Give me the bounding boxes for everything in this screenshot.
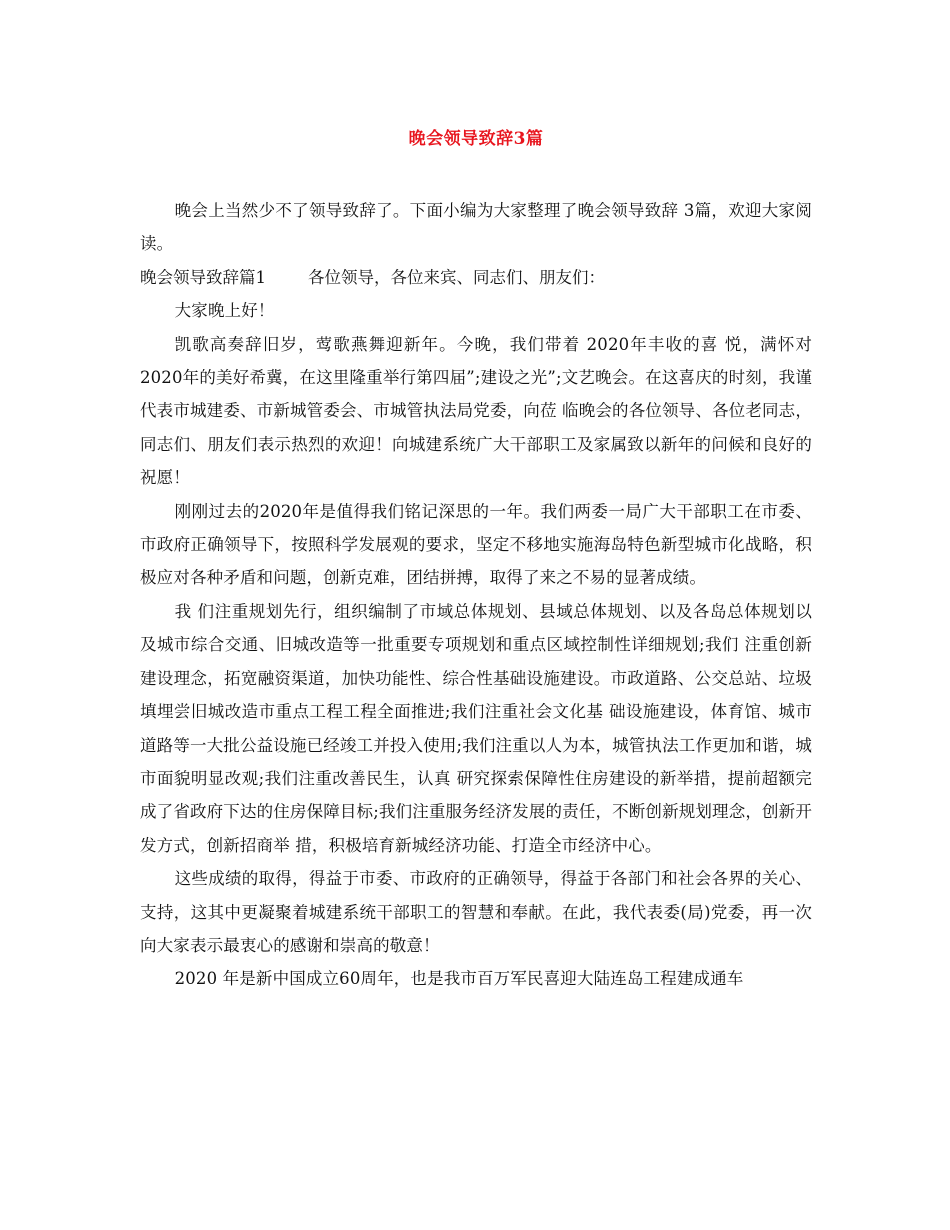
intro-paragraph: 晚会上当然少不了领导致辞了。下面小编为大家整理了晚会领导致辞 3篇，欢迎大家阅读。 — [140, 201, 812, 254]
body-paragraph-2: 刚刚过去的2020年是值得我们铭记深思的一年。我们两委一局广大干部职工在市委、市政府正确领导下，按照科学发展观的要求，坚定不移地实施海岛特色新型城市化战略，积极应对各种矛盾和问题，创新克难，团结拼搏，取得了来之不易的显著成绩。 — [140, 501, 812, 588]
document-body — [140, 194, 812, 996]
section-heading-line — [140, 261, 812, 294]
document-title: 晚会领导致辞3篇 — [408, 129, 544, 149]
greeting-paragraph: 大家晚上好！ — [174, 301, 275, 321]
body-paragraph-3: 我 们注重规划先行，组织编制了市域总体规划、县域总体规划、以及各岛总体规划以及城市综合交通、旧城改造等一批重要专项规划和重点区域控制性详细规划;我们 注重创新建设理念，拓宽融资渠道，加快功能性、综合性基础设施建设。市政道路、公交总站、垃圾填埋尝旧城改造市重点工程工程全面推进;我们注重社会文化基 础设施建设，体育馆、城市道路等一大批公益设施已经竣工并投入使用;我们注重以人为本，城管执法工作更加和谐，城市面貌明显改观;我们注重改善民生，认真 研究探索保障性住房建设的新举措，提前超额完成了省政府下达的住房保障目标;我们注重服务经济发展的责任，不断创新规划理念，创新开发方式，创新招商举 措，积极培育新城经济功能、打造全市经济中心。 — [140, 601, 812, 855]
section-label: 晚会领导致辞篇1 — [140, 267, 266, 287]
body-paragraph-4: 这些成绩的取得，得益于市委、市政府的正确领导，得益于各部门和社会各界的关心、支持，这其中更凝聚着城建系统干部职工的智慧和奉献。在此，我代表委(局)党委，再一次向大家表示最衷心的感谢和崇高的敬意！ — [140, 869, 812, 955]
salutation: 各位领导，各位来宾、同志们、朋友们： — [308, 267, 605, 287]
body-paragraph-1: 凯歌高奏辞旧岁，莺歌燕舞迎新年。今晚，我们带着 2020年丰收的喜 悦，满怀对2020年的美好希冀，在这里隆重举行第四届”;建设之光”;文艺晚会。在这喜庆的时刻，我谨代表市城建委、市新城管委会、市城管执法局党委，向莅 临晚会的各位领导、各位老同志，同志们、朋友们表示热烈的欢迎！向城建系统广大干部职工及家属致以新年的问候和良好的祝愿！ — [140, 334, 812, 488]
body-paragraph-5: 2020 年是新中国成立60周年，也是我市百万军民喜迎大陆连岛工程建成通车 — [174, 969, 744, 989]
